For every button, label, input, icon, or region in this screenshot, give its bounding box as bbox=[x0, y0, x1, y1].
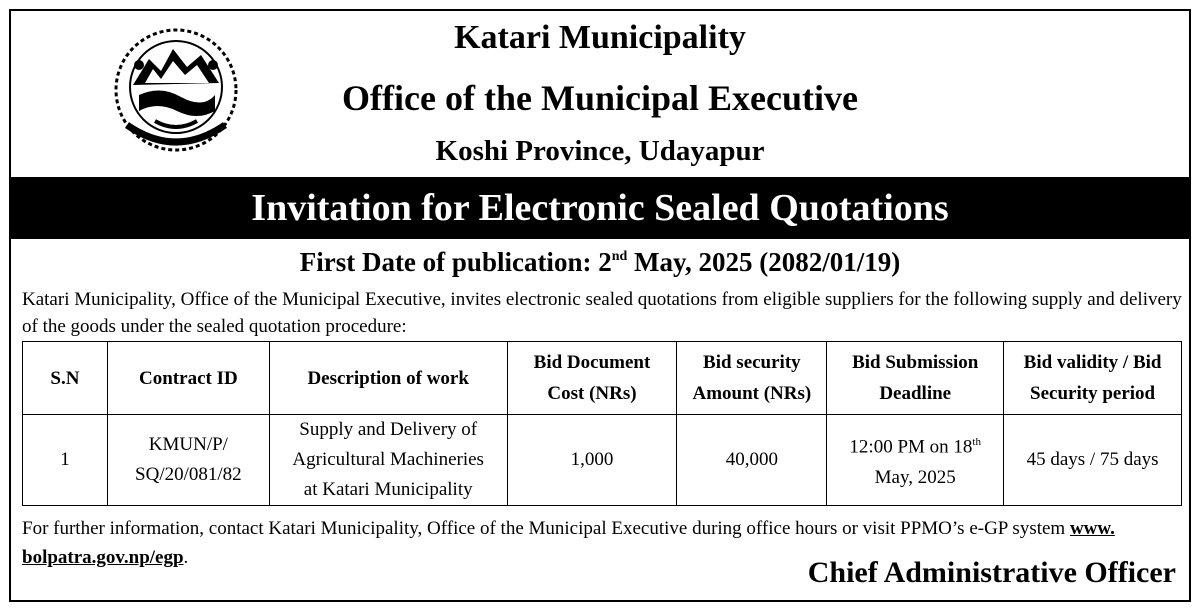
header-security-line2: Amount (NRs) bbox=[692, 383, 812, 404]
municipality-name: Katari Municipality bbox=[454, 19, 746, 56]
cell-security: 40,000 bbox=[677, 415, 827, 506]
table-row bbox=[23, 415, 1182, 506]
description-line3: at Katari Municipality bbox=[303, 479, 473, 500]
header-description: Description of work bbox=[269, 342, 507, 415]
header-doc-cost bbox=[507, 342, 677, 415]
deadline-prefix: 12:00 PM on 18 bbox=[849, 436, 973, 458]
header-contract-id: Contract ID bbox=[107, 342, 269, 415]
location-line: Koshi Province, Udayapur bbox=[435, 135, 765, 167]
publication-date-prefix: First Date of publication: 2 bbox=[299, 247, 612, 277]
cell-contract-id bbox=[107, 415, 269, 506]
publication-date-suffix: May, 2025 (2082/01/19) bbox=[627, 247, 901, 277]
signature-title: Chief Administrative Officer bbox=[807, 556, 1176, 589]
notice-frame bbox=[9, 9, 1191, 602]
contract-id-line1: KMUN/P/ bbox=[148, 434, 228, 455]
contact-end-punct: . bbox=[183, 547, 189, 568]
publication-date-ordinal: nd bbox=[611, 249, 628, 264]
header-validity-line1: Bid validity / Bid bbox=[1023, 352, 1162, 373]
office-name: Office of the Municipal Executive bbox=[342, 78, 858, 118]
intro-paragraph: Katari Municipality, Office of the Municipal Executive, invites electronic sealed quotations from eligible suppliers for the following supply and delivery of the goods under the sealed quotation procedure: bbox=[22, 289, 1182, 337]
header-deadline-line1: Bid Submission bbox=[852, 352, 979, 373]
notice-header bbox=[11, 11, 1189, 177]
header-sn: S.N bbox=[23, 342, 108, 415]
contact-text: For further information, contact Katari Municipality, Office of the Municipal Executive during office hours or visit PPMO’s e-GP system bbox=[22, 518, 1070, 539]
notice-title-banner: Invitation for Electronic Sealed Quotations bbox=[11, 177, 1189, 239]
header-validity-line2: Security period bbox=[1030, 383, 1156, 404]
cell-sn: 1 bbox=[23, 415, 108, 506]
publication-date bbox=[11, 247, 1189, 278]
header-security-line1: Bid security bbox=[703, 352, 801, 373]
egp-link-part1[interactable]: www. bbox=[1069, 518, 1115, 539]
header-deadline bbox=[827, 342, 1004, 415]
egp-link-part2[interactable]: bolpatra.gov.np/egp bbox=[22, 547, 184, 568]
header-security bbox=[677, 342, 827, 415]
header-deadline-line2: Deadline bbox=[879, 383, 952, 404]
cell-description bbox=[269, 415, 507, 506]
header-validity bbox=[1004, 342, 1182, 415]
header-doc-cost-line2: Cost (NRs) bbox=[547, 383, 637, 404]
cell-doc-cost: 1,000 bbox=[507, 415, 677, 506]
contract-id-line2: SQ/20/081/82 bbox=[135, 464, 242, 485]
description-line1: Supply and Delivery of bbox=[299, 419, 478, 440]
header-doc-cost-line1: Bid Document bbox=[533, 352, 651, 373]
deadline-ordinal: th bbox=[972, 436, 981, 449]
deadline-line2: May, 2025 bbox=[874, 466, 956, 488]
quotation-table bbox=[22, 341, 1182, 506]
cell-deadline bbox=[827, 415, 1004, 506]
table-header-row bbox=[23, 342, 1182, 415]
description-line2: Agricultural Machineries bbox=[292, 449, 484, 470]
cell-validity: 45 days / 75 days bbox=[1004, 415, 1182, 506]
